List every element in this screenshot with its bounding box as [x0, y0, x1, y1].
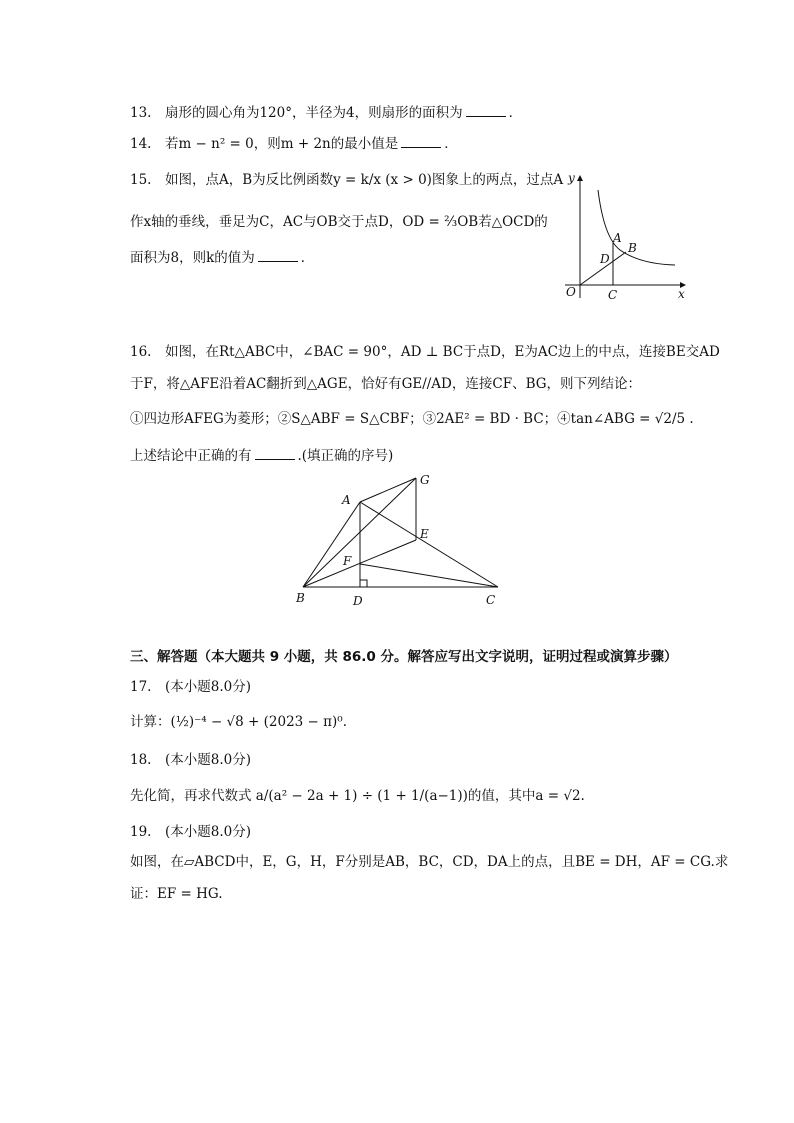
label-F: F	[343, 554, 352, 568]
q16-line-2: 于F，将△AFE沿着AC翻折到△AGE，恰好有GE//AD，连接CF、BG，则下列结论：	[130, 376, 642, 392]
q16-line4-end: .(填正确的序号)	[297, 448, 394, 464]
segment-AC	[360, 502, 498, 587]
answer-blank-15[interactable]	[258, 249, 298, 262]
q18-heading: 18. (本小题8.0分)	[130, 752, 251, 768]
section-heading-3: 三、解答题（本大题共 9 小题，共 86.0 分。解答应写出文字说明，证明过程或演算步骤）	[130, 649, 678, 665]
label-E: E	[420, 527, 429, 541]
q16-line-1: 16. 如图，在Rt△ABC中，∠BAC = 90°，AD ⊥ BC于点D，E为AC边上的中点，连接BE交AD	[130, 344, 720, 360]
q15-line-2: 作x轴的垂线，垂足为C，AC与OB交于点D，OD = ⅔OB若△OCD的	[130, 214, 548, 230]
segment-AG	[360, 478, 416, 502]
label-A: A	[613, 231, 622, 245]
label-C: C	[608, 288, 618, 302]
label-C: C	[486, 593, 496, 607]
label-G: G	[420, 473, 430, 487]
q16-line-3: ①四边形AFEG为菱形；②S△ABF = S△CBF；③2AE² = BD · BC；④tan∠ABG = √2/5 .	[130, 411, 694, 427]
q19-line-2: 证：EF = HG.	[130, 886, 223, 902]
q19-heading: 19. (本小题8.0分)	[130, 824, 251, 840]
label-B: B	[296, 591, 305, 605]
q15-line-3	[130, 248, 314, 268]
answer-blank-16[interactable]	[255, 447, 295, 460]
label-A: A	[342, 493, 351, 507]
right-angle-mark	[360, 580, 367, 587]
label-D: D	[600, 252, 610, 266]
q16-line-4	[130, 446, 393, 466]
q17-heading: 17. (本小题8.0分)	[130, 679, 251, 695]
answer-blank-14[interactable]	[401, 135, 441, 148]
q15-line-1: 15. 如图，点A，B为反比例函数y = k/x (x > 0)图象上的两点，过点A	[130, 172, 564, 188]
label-B: B	[628, 241, 637, 255]
q13-text: 13. 扇形的圆心角为120°，半径为4，则扇形的面积为	[130, 105, 463, 121]
q14-text: 14. 若m − n² = 0，则m + 2n的最小值是	[130, 136, 399, 152]
q13-end: ．	[508, 105, 523, 121]
label-y: y	[568, 171, 575, 185]
segment-AB	[303, 502, 360, 587]
q14-end: ．	[444, 136, 458, 152]
label-O: O	[566, 285, 576, 299]
q15-figure	[560, 168, 690, 303]
q19-line-1: 如图，在▱ABCD中，E，G，H，F分别是AB，BC，CD，DA上的点，且BE = DH，AF = CG.求	[130, 854, 729, 870]
q15-line3-text: 面积为8，则k的值为	[130, 250, 255, 266]
q17-body: 计算：(½)⁻⁴ − √8 + (2023 − π)⁰.	[130, 714, 347, 730]
segment-FC	[360, 564, 498, 587]
label-D: D	[353, 594, 363, 608]
question-14	[130, 134, 458, 154]
answer-blank-13[interactable]	[466, 104, 506, 117]
label-x: x	[678, 287, 685, 301]
q18-body: 先化简，再求代数式 a/(a² − 2a + 1) ÷ (1 + 1/(a−1))的值，其中a = √2.	[130, 788, 585, 804]
question-13	[130, 103, 522, 123]
q16-figure	[288, 468, 508, 610]
q16-line4-text: 上述结论中正确的有	[130, 448, 252, 464]
q15-end: ．	[300, 250, 315, 266]
